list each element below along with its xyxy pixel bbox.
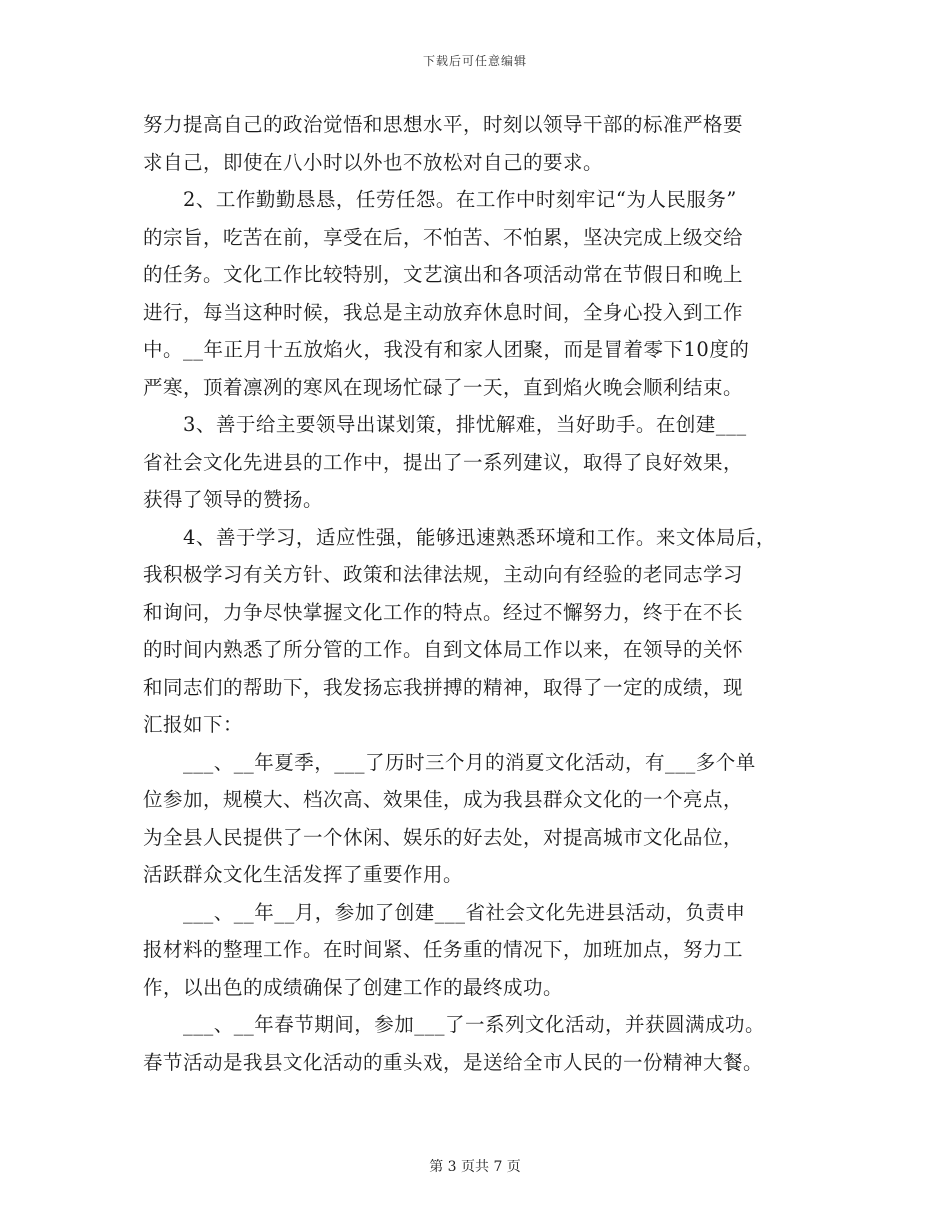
text-line: 和同志们的帮助下，我发扬忘我拼搏的精神，取得了一定的成绩，现 — [143, 675, 744, 699]
text-line: 的时间内熟悉了所分管的工作。自到文体局工作以来，在领导的关怀 — [143, 638, 744, 661]
text-line: 4、善于学习，适应性强，能够迅速熟悉环境和工作。来文体局后， — [143, 525, 776, 549]
text-line: 3、善于给主要领导出谋划策，排忧解难，当好助手。在创建___ — [143, 413, 747, 436]
text-line: ___、__年夏季，___了历时三个月的消夏文化活动，有___多个单 — [143, 750, 756, 774]
text-line: 严寒，顶着凛冽的寒风在现场忙碌了一天，直到焰火晚会顺利结束。 — [143, 375, 744, 399]
text-line: 为全县人民提供了一个休闲、娱乐的好去处，对提高城市文化品位， — [143, 825, 744, 849]
text-line: 汇报如下： — [143, 713, 244, 736]
text-line: 求自己，即使在八小时以外也不放松对自己的要求。 — [143, 150, 604, 174]
text-line: ___、__年春节期间，参加___了一系列文化活动，并获圆满成功。 — [143, 1013, 766, 1036]
page-footer: 第 3 页共 7 页 — [429, 1159, 521, 1175]
text-line: 省社会文化先进县的工作中，提出了一系列建议，取得了良好效果， — [143, 450, 744, 474]
text-line: 作，以出色的成绩确保了创建工作的最终成功。 — [143, 975, 564, 999]
text-line: 进行，每当这种时候，我总是主动放弃休息时间，全身心投入到工作 — [143, 300, 744, 324]
text-line: 努力提高自己的政治觉悟和思想水平，时刻以领导干部的标准严格要 — [143, 113, 744, 136]
text-line: 和询问，力争尽快掌握文化工作的特点。经过不懈努力，终于在不长 — [143, 600, 744, 624]
text-line: 活跃群众文化生活发挥了重要作用。 — [143, 863, 464, 886]
text-line: 中。__年正月十五放焰火，我没有和家人团聚，而是冒着零下10度的 — [143, 338, 750, 361]
document-body — [143, 106, 818, 1081]
text-line: 的任务。文化工作比较特别，文艺演出和各项活动常在节假日和晚上 — [143, 263, 744, 286]
page-header: 下载后可任意编辑 — [422, 54, 527, 68]
text-line: 报材料的整理工作。在时间紧、任务重的情况下，加班加点，努力工 — [143, 938, 744, 961]
text-line: 位参加，规模大、档次高、效果佳，成为我县群众文化的一个亮点， — [143, 788, 744, 811]
text-line: 2、工作勤勤恳恳，任劳任怨。在工作中时刻牢记“为人民服务” — [143, 188, 737, 211]
text-line: ___、__年__月，参加了创建___省社会文化先进县活动，负责申 — [143, 900, 746, 924]
text-line: 获得了领导的赞扬。 — [143, 488, 324, 511]
text-line: 春节活动是我县文化活动的重头戏，是送给全市人民的一份精神大餐。 — [143, 1050, 764, 1074]
text-line: 我积极学习有关方针、政策和法律法规，主动向有经验的老同志学习 — [143, 563, 744, 586]
text-line: 的宗旨，吃苦在前，享受在后，不怕苦、不怕累，坚决完成上级交给 — [143, 225, 744, 249]
